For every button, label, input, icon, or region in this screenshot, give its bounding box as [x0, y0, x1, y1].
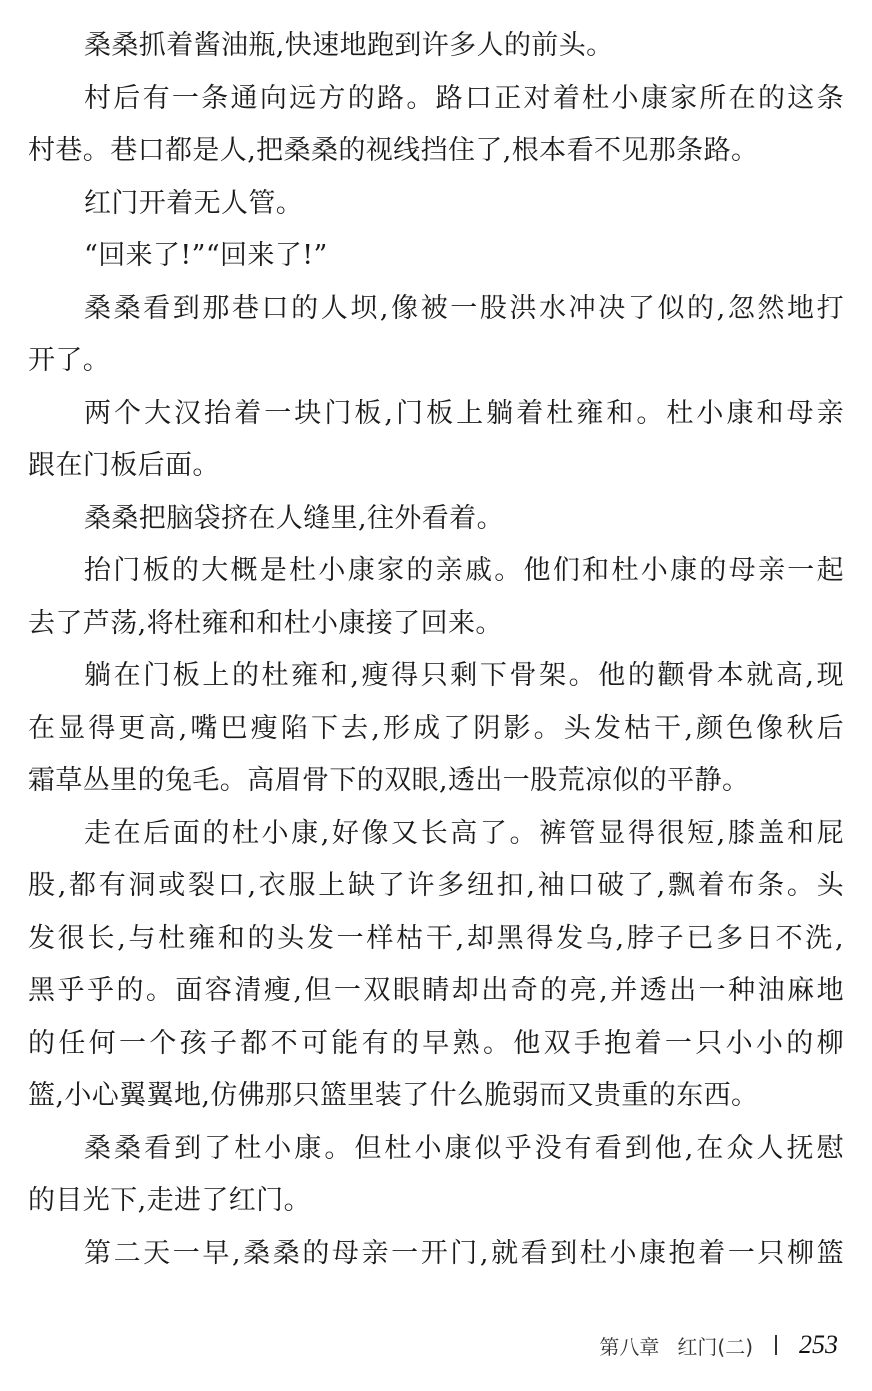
text-line: 红门开着无人管。 [84, 187, 304, 219]
text-line: 黑乎乎的。面容清瘦,但一双眼睛却出奇的亮,并透出一种油麻地 [28, 975, 844, 1006]
text-line: 村后有一条通向远方的路。路口正对着杜小康家所在的这条 [84, 82, 844, 114]
text-line: 抬门板的大概是杜小康家的亲戚。他们和杜小康的母亲一起 [84, 555, 844, 586]
page-number: 253 [799, 1330, 838, 1359]
text-line: 村巷。巷口都是人,把桑桑的视线挡住了,根本看不见那条路。 [28, 135, 759, 166]
text-line: 桑桑看到了杜小康。但杜小康似乎没有看到他,在众人抚慰 [84, 1132, 844, 1164]
text-line: 走在后面的杜小康,好像又长高了。裤管显得很短,膝盖和屁 [84, 817, 844, 849]
text-line: “回来了!”“回来了!” [84, 240, 328, 271]
text-line: 跟在门板后面。 [28, 450, 220, 481]
text-line: 的目光下,走进了红门。 [28, 1185, 311, 1216]
text-line: 桑桑看到那巷口的人坝,像被一股洪水冲决了似的,忽然地打 [84, 292, 844, 324]
text-line: 篮,小心翼翼地,仿佛那只篮里装了什么脆弱而又贵重的东西。 [28, 1080, 759, 1111]
text-line: 去了芦荡,将杜雍和和杜小康接了回来。 [28, 607, 503, 639]
text-line: 在显得更高,嘴巴瘦陷下去,形成了阴影。头发枯干,颜色像秋后 [28, 712, 844, 744]
page-footer [599, 1330, 838, 1360]
text-line: 股,都有洞或裂口,衣服上缺了许多纽扣,袖口破了,飘着布条。头 [28, 870, 844, 901]
text-line: 霜草丛里的兔毛。高眉骨下的双眼,透出一股荒凉似的平静。 [28, 765, 750, 796]
chapter-label: 第八章 [599, 1334, 660, 1359]
text-line: 第二天一早,桑桑的母亲一开门,就看到杜小康抱着一只柳篮 [84, 1237, 844, 1269]
page-body [28, 20, 844, 1280]
text-line: 躺在门板上的杜雍和,瘦得只剩下骨架。他的颧骨本就高,现 [84, 660, 844, 691]
text-line: 开了。 [28, 345, 111, 376]
text-line: 的任何一个孩子都不可能有的早熟。他双手抱着一只小小的柳 [28, 1027, 844, 1059]
footer-divider [775, 1335, 777, 1355]
text-line: 两个大汉抬着一块门板,门板上躺着杜雍和。杜小康和母亲 [84, 397, 844, 429]
section-title: 红门(二) [677, 1334, 753, 1359]
text-line: 桑桑把脑袋挤在人缝里,往外看着。 [84, 502, 504, 534]
text-line: 发很长,与杜雍和的头发一样枯干,却黑得发乌,脖子已多日不洗, [28, 922, 844, 954]
text-line: 桑桑抓着酱油瓶,快速地跑到许多人的前头。 [84, 30, 614, 61]
